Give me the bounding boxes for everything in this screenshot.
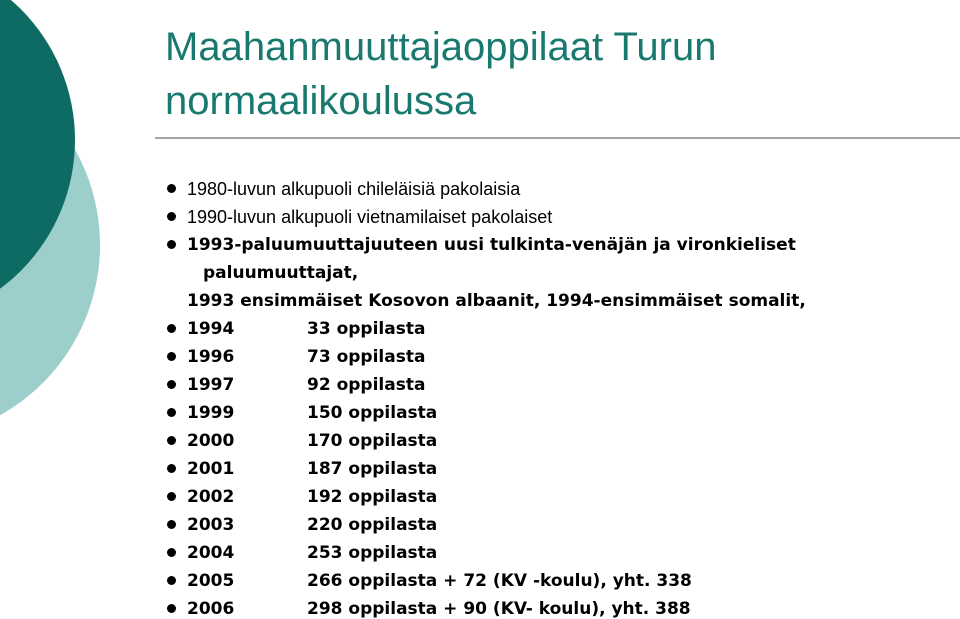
year-row (165, 455, 806, 483)
year-row (165, 343, 806, 371)
year-count: 220 oppilasta (307, 515, 438, 535)
decorative-circles (0, 0, 130, 619)
content-list (165, 175, 806, 619)
year-count: 150 oppilasta (307, 403, 438, 423)
year-label: 2005 (187, 571, 235, 591)
year-row (165, 539, 806, 567)
year-row (165, 315, 806, 343)
year-row (165, 371, 806, 399)
year-label: 1997 (187, 375, 235, 395)
list-item: 1993-paluumuuttajuuteen uusi tulkinta-venäjän ja vironkieliset (165, 231, 806, 259)
year-count: 253 oppilasta (307, 543, 438, 563)
year-label: 2003 (187, 515, 235, 535)
year-count: 33 oppilasta (307, 319, 426, 339)
year-label: 2000 (187, 431, 235, 451)
year-label: 1996 (187, 347, 235, 367)
list-item-unbulleted: 1993 ensimmäiset Kosovon albaanit, 1994-ensimmäiset somalit, (187, 291, 806, 311)
year-count: 192 oppilasta (307, 487, 438, 507)
year-count: 170 oppilasta (307, 431, 438, 451)
year-count: 187 oppilasta (307, 459, 438, 479)
year-count: 73 oppilasta (307, 347, 426, 367)
year-label: 2001 (187, 459, 235, 479)
year-row (165, 427, 806, 455)
year-label: 2002 (187, 487, 235, 507)
year-label: 1999 (187, 403, 235, 423)
title-divider (155, 137, 960, 139)
year-label: 1994 (187, 319, 235, 339)
slide-title (165, 20, 716, 128)
year-row (165, 399, 806, 427)
year-label: 2006 (187, 599, 235, 619)
year-count: 266 oppilasta + 72 (KV -koulu), yht. 338 (307, 571, 692, 591)
list-item: 1980-luvun alkupuoli chileläisiä pakolaisia (165, 175, 806, 203)
list-item: 1990-luvun alkupuoli vietnamilaiset pakolaiset (165, 203, 806, 231)
title-line-2: normaalikoulussa (165, 79, 477, 123)
title-line-1: Maahanmuuttajaoppilaat Turun (165, 25, 717, 69)
list-item-continuation: paluumuuttajat, (203, 263, 359, 283)
year-count: 92 oppilasta (307, 375, 426, 395)
year-row (165, 511, 806, 539)
year-row (165, 483, 806, 511)
year-label: 2004 (187, 543, 235, 563)
year-row (165, 595, 806, 619)
year-row (165, 567, 806, 595)
year-count: 298 oppilasta + 90 (KV- koulu), yht. 388 (307, 599, 691, 619)
